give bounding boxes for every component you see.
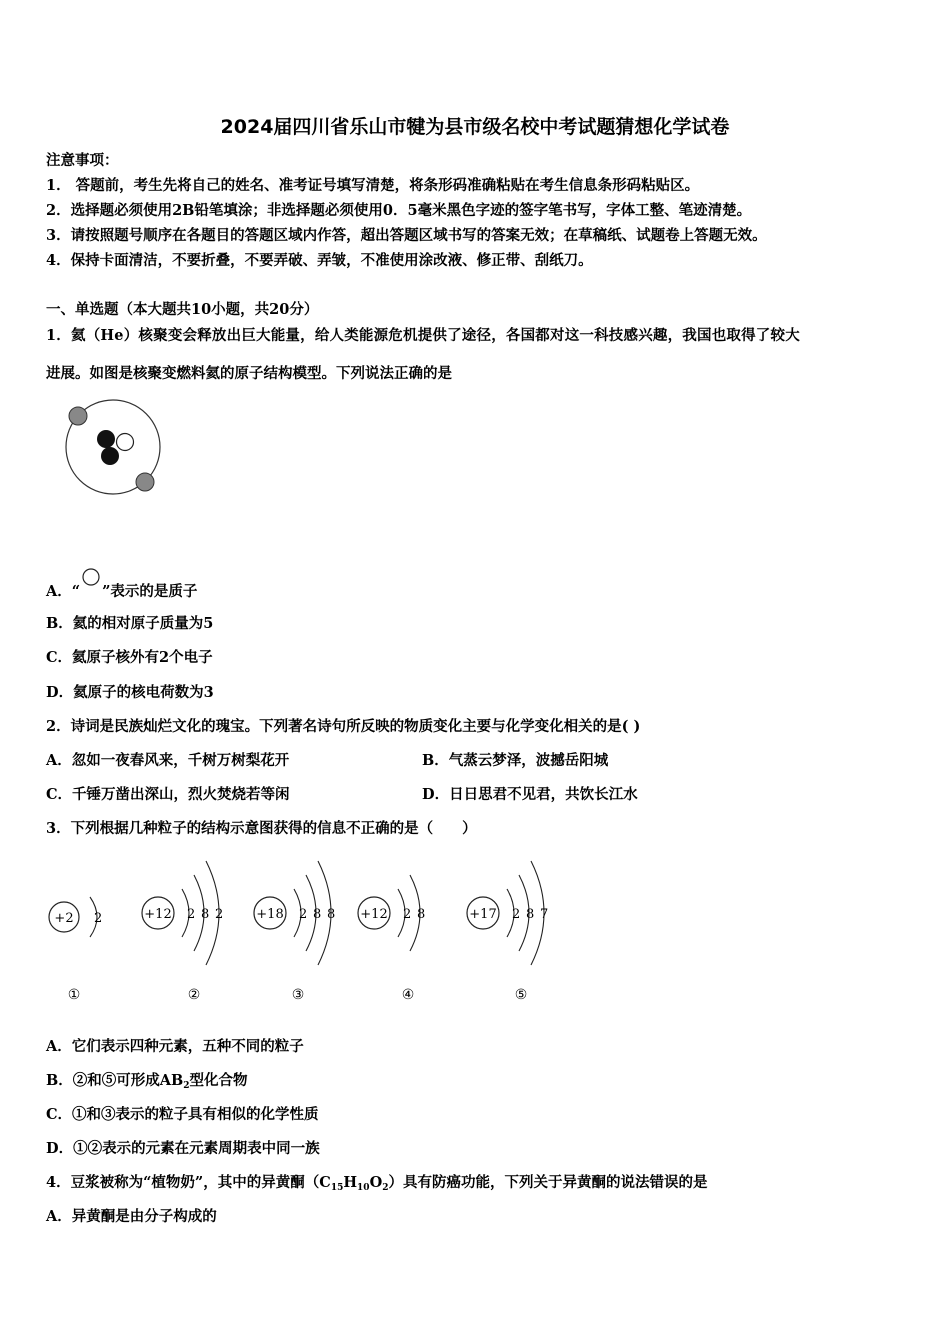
diagram-3-shell-1: 2	[299, 907, 308, 922]
q3-stem: 3．下列根据几种粒子的结构示意图获得的信息不正确的是（ ）	[46, 820, 477, 837]
q4-formula-sub-2: 10	[357, 1183, 370, 1193]
note-item-4: 4．保持卡面清洁，不要折叠，不要弄破、弄皱，不准使用涂改液、修正带、刮纸刀。	[46, 252, 593, 269]
q1-option-b[interactable]: B．氦的相对原子质量为5	[46, 615, 214, 632]
diagram-3-shell-3: 8	[327, 907, 336, 922]
diagram-1	[49, 897, 102, 1003]
section-heading: 一、单选题（本大题共10小题，共20分）	[46, 301, 319, 318]
q3-option-b-post: 型化合物	[189, 1072, 248, 1089]
diagram-5-nucleus: +17	[469, 907, 497, 922]
diagram-5-label: ⑤	[514, 987, 528, 1003]
diagram-1-label: ①	[67, 987, 81, 1003]
q4-stem	[46, 1173, 707, 1193]
diagram-4-label: ④	[401, 987, 415, 1003]
nucleus-neutron	[117, 434, 134, 451]
diagram-2	[142, 861, 223, 1003]
q4-stem-post: ）具有防癌功能，下列关于异黄酮的说法错误的是	[388, 1174, 708, 1191]
q4-stem-pre: 4．豆浆被称为“植物奶”，其中的异黄酮（C	[46, 1174, 331, 1191]
diagram-5	[467, 861, 548, 1003]
diagram-2-shell-3: 2	[215, 907, 224, 922]
diagram-2-shell-1: 2	[187, 907, 196, 922]
q2-stem: 2．诗词是民族灿烂文化的瑰宝。下列著名诗句所反映的物质变化主要与化学变化相关的是( )	[46, 718, 641, 735]
q1-option-c[interactable]: C．氦原子核外有2个电子	[46, 649, 213, 666]
note-item-3: 3．请按照题号顺序在各题目的答题区域内作答，超出答题区域书写的答案无效；在草稿纸、试题卷上答题无效。	[46, 227, 767, 244]
helium-atom-model	[58, 398, 168, 498]
q3-option-c[interactable]: C．①和③表示的粒子具有相似的化学性质	[46, 1106, 319, 1123]
note-item-1: 1． 答题前，考生先将自己的姓名、准考证号填写清楚，将条形码准确粘贴在考生信息条形码粘贴区。	[46, 177, 700, 194]
diagram-2-nucleus: +12	[144, 907, 172, 922]
q3-option-a[interactable]: A．它们表示四种元素，五种不同的粒子	[46, 1038, 304, 1055]
q1-option-a[interactable]	[46, 568, 197, 602]
diagram-2-shell-2: 8	[201, 907, 210, 922]
q2-option-a[interactable]: A．忽如一夜春风来，千树万树梨花开	[46, 752, 290, 769]
q1-stem-line1: 1．氦（He）核聚变会释放出巨大能量，给人类能源危机提供了途径，各国都对这一科技感兴趣，我国也取得了较大	[46, 327, 800, 344]
q4-formula-h: H	[343, 1174, 358, 1191]
q1-option-a-suffix: ”表示的是质子	[102, 583, 198, 600]
q4-option-a[interactable]: A．异黄酮是由分子构成的	[46, 1208, 217, 1225]
diagram-5-shell-3: 7	[540, 907, 549, 922]
q3-option-b-pre: B．②和⑤可形成AB	[46, 1072, 184, 1089]
diagram-1-nucleus: +2	[54, 911, 74, 926]
nucleus-proton-bottom	[101, 447, 119, 465]
diagram-3-label: ③	[291, 987, 305, 1003]
page-title: 2024届四川省乐山市犍为县市级名校中考试题猜想化学试卷	[220, 116, 730, 138]
q3-option-b[interactable]	[46, 1071, 248, 1091]
q2-option-b[interactable]: B．气蒸云梦泽，波撼岳阳城	[422, 752, 609, 769]
q4-formula-o: O	[369, 1174, 383, 1191]
notes-heading: 注意事项：	[46, 152, 119, 169]
q1-option-a-prefix: A．“	[46, 583, 81, 600]
diagram-5-shell-1: 2	[512, 907, 521, 922]
q1-stem-line2: 进展。如图是核聚变燃料氦的原子结构模型。下列说法正确的是	[46, 365, 452, 382]
diagram-5-shell-2: 8	[526, 907, 535, 922]
diagram-3-shell-2: 8	[313, 907, 322, 922]
diagram-4	[358, 875, 425, 1003]
q4-formula-sub-1: 15	[330, 1183, 344, 1193]
q3-option-b-sub: 2	[183, 1081, 190, 1091]
diagram-2-label: ②	[187, 987, 201, 1003]
q4-formula-sub-3: 2	[382, 1183, 389, 1193]
diagram-4-shell-2: 8	[417, 907, 426, 922]
q1-option-d[interactable]: D．氦原子的核电荷数为3	[46, 684, 214, 701]
q2-option-c[interactable]: C．千锤万凿出深山，烈火焚烧若等闲	[46, 786, 290, 803]
diagram-3-nucleus: +18	[256, 907, 284, 922]
q2-option-d[interactable]: D．日日思君不见君，共饮长江水	[422, 786, 638, 803]
electron-top	[69, 407, 87, 425]
particle-structure-diagrams	[40, 855, 570, 1015]
open-circle-icon	[80, 568, 102, 588]
q2-row-2	[46, 785, 638, 805]
diagram-3	[254, 861, 335, 1003]
diagram-1-shell-1: 2	[94, 911, 103, 926]
note-item-2: 2．选择题必须使用2B铅笔填涂；非选择题必须使用0．5毫米黑色字迹的签字笔书写，字体工整、笔迹清楚。	[46, 202, 752, 219]
q3-option-d[interactable]: D．①②表示的元素在元素周期表中同一族	[46, 1140, 320, 1157]
diagram-4-nucleus: +12	[360, 907, 388, 922]
electron-bottom	[136, 473, 154, 491]
nucleus-proton-top	[97, 430, 115, 448]
diagram-4-shell-1: 2	[403, 907, 412, 922]
q2-row-1	[46, 751, 609, 771]
